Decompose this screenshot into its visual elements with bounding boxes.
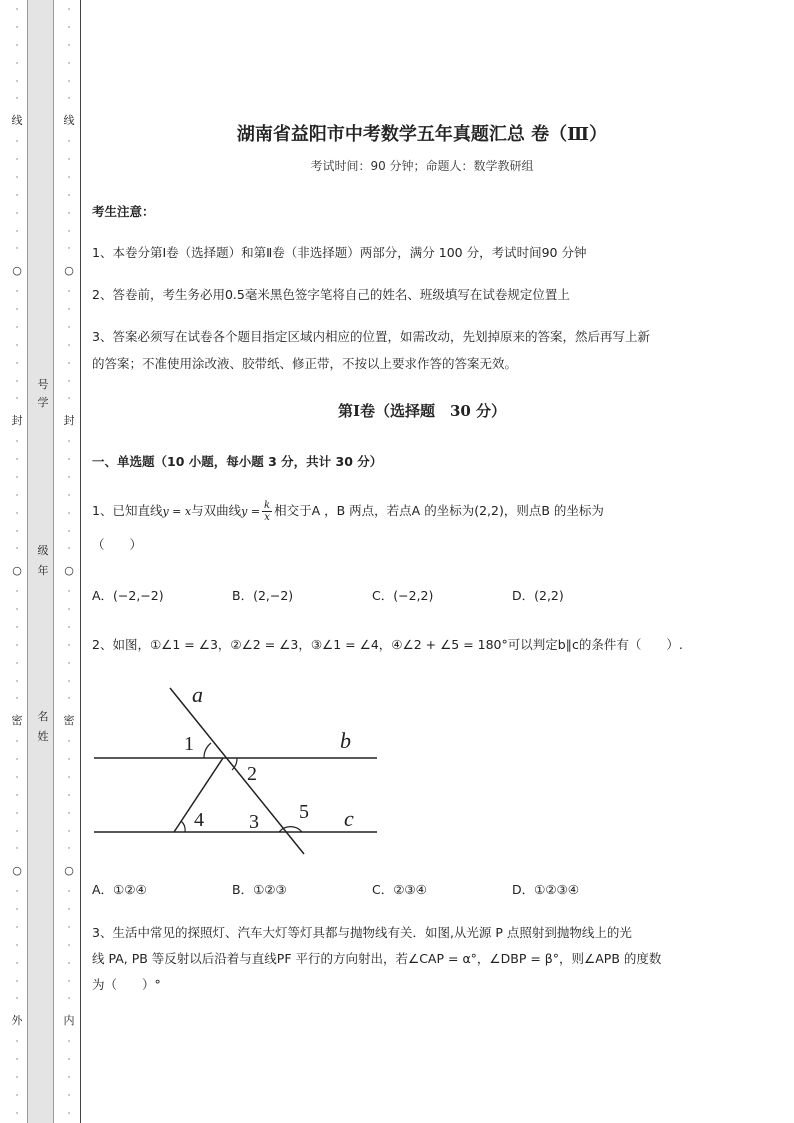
field-label-nian: 年	[37, 564, 49, 577]
inner-mark-circle: ○	[64, 864, 74, 878]
q1-options	[92, 586, 652, 604]
label-c: c	[344, 806, 354, 831]
field-label-xue: 学	[37, 396, 49, 409]
inner-mark-feng: 封	[63, 414, 75, 428]
exam-subtitle: 考试时间：90 分钟；命题人：数学教研组	[310, 159, 534, 173]
q1-rest: 相交于A ，B 两点，若点A 的坐标为(2,2)，则点B 的坐标为	[274, 503, 604, 518]
outer-mark-circle: ○	[12, 564, 22, 578]
inner-mark-circle: ○	[64, 564, 74, 578]
q2-option-b[interactable]: B．①②③	[232, 882, 287, 897]
q1-curve-y: y =	[241, 505, 261, 518]
q2-option-c[interactable]: C．②③④	[372, 882, 427, 897]
inner-mark-mi: 密	[63, 714, 75, 728]
exam-title: 湖南省益阳市中考数学五年真题汇总 卷（Ⅲ）	[236, 124, 608, 145]
field-label-ming: 名	[37, 710, 49, 723]
notice-item-3-line-2: 的答案；不准使用涂改液、胶带纸、修正带，不按以上要求作答的答案无效。	[92, 356, 518, 371]
q1-answer-blank: （ ）	[92, 537, 143, 552]
q1-option-a[interactable]: A．(−2,−2)	[92, 588, 164, 603]
question-3-line-3: 为（ ）°	[92, 977, 161, 992]
line-a	[170, 688, 304, 854]
outer-mark-circle: ○	[12, 264, 22, 278]
notice-item-3-line-1: 3、答案必须写在试卷各个题目指定区域内相应的位置，如需改动，先划掉原来的答案，然后再写上新	[92, 329, 650, 344]
label-angle-5: 5	[299, 801, 309, 823]
q1-option-d[interactable]: D．(2,2)	[512, 588, 564, 603]
q2-options	[92, 880, 652, 898]
q1-fraction-numerator: k	[264, 500, 271, 511]
label-a: a	[192, 682, 203, 707]
inner-dot-column: · · · · · · 线 · · · · · · · ○ · · · · · · · 封 · · · · · · · ○ · · · · · · · 密 · · · · · · · ○ · · · · · · · 内 · · · · ·	[63, 5, 75, 1119]
q1-line-equation: y = x	[162, 505, 192, 518]
outer-mark-mi: 密	[11, 714, 23, 728]
field-label-xing: 姓	[37, 730, 49, 743]
inner-mark-xian: 线	[63, 114, 75, 128]
label-angle-4: 4	[194, 809, 204, 831]
q1-fraction	[262, 500, 272, 523]
section-heading: 一、单选题（10 小题，每小题 3 分，共计 30 分）	[92, 454, 383, 469]
outer-mark-circle: ○	[12, 864, 22, 878]
binding-line	[80, 0, 81, 1123]
inner-mark-circle: ○	[64, 264, 74, 278]
outer-mark-wai: 外	[11, 1014, 23, 1028]
q1-mid: 与双曲线	[191, 503, 242, 518]
q1-option-c[interactable]: C．(−2,2)	[372, 588, 434, 603]
q2-option-d[interactable]: D．①②③④	[512, 882, 579, 897]
q1-fraction-denominator: x	[264, 512, 270, 523]
outer-mark-feng: 封	[11, 414, 23, 428]
angle-1-arc	[204, 743, 211, 758]
label-angle-3: 3	[249, 811, 259, 833]
q2-figure	[92, 680, 392, 860]
outer-dot-column: · · · · · · 线 · · · · · · · ○ · · · · · · · 封 · · · · · · · ○ · · · · · · · 密 · · · · · · · ○ · · · · · · · 外 · · · · ·	[11, 5, 23, 1119]
notice-item-1: 1、本卷分第Ⅰ卷（选择题）和第Ⅱ卷（非选择题）两部分，满分 100 分，考试时间90 分钟	[92, 245, 587, 260]
q1-option-b[interactable]: B．(2,−2)	[232, 588, 294, 603]
question-3-line-2: 线 PA, PB 等反射以后沿着与直线PF 平行的方向射出，若∠CAP = α°，∠DBP = β°，则∠APB 的度数	[92, 951, 662, 966]
binding-margin	[0, 0, 82, 1123]
part-1-title: 第Ⅰ卷（选择题 30 分）	[337, 402, 507, 420]
q2-option-a[interactable]: A．①②④	[92, 882, 147, 897]
question-1-text	[92, 500, 604, 523]
angle-4-arc	[181, 821, 185, 832]
field-label-hao: 号	[37, 378, 49, 391]
label-angle-1: 1	[184, 733, 194, 755]
label-b: b	[340, 728, 351, 753]
question-3-line-1: 3、生活中常见的探照灯、汽车大灯等灯具都与抛物线有关．如图,从光源 P 点照射到抛物线上的光	[92, 925, 632, 940]
inner-mark-nei: 内	[63, 1014, 75, 1028]
outer-mark-xian: 线	[11, 114, 23, 128]
notice-item-2: 2、答卷前，考生务必用0.5毫米黑色签字笔将自己的姓名、班级填写在试卷规定位置上	[92, 287, 570, 302]
field-label-ji: 级	[37, 544, 49, 557]
q1-prefix: 1、已知直线	[92, 503, 163, 518]
question-2-text: 2、如图，①∠1 = ∠3，②∠2 = ∠3，③∠1 = ∠4，④∠2 + ∠5 = 180°可以判定b∥c的条件有（ ）.	[92, 637, 683, 652]
label-angle-2: 2	[247, 763, 257, 785]
notice-heading: 考生注意：	[92, 204, 155, 219]
